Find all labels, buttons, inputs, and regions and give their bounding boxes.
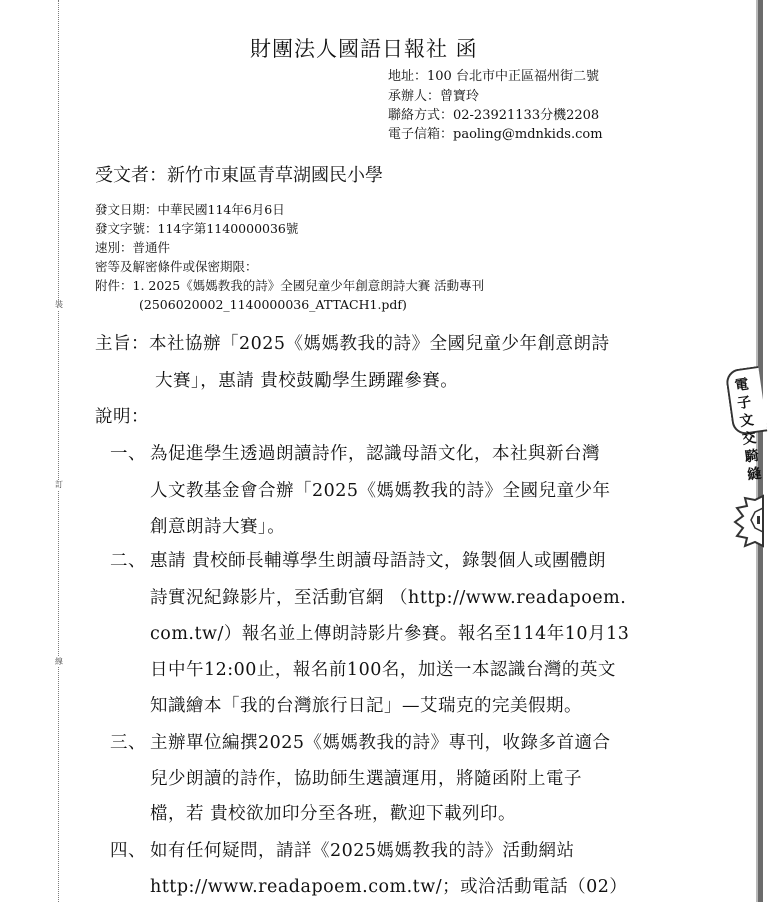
item-1-line: 人文教基金會合辦「2025《媽媽教我的詩》全國兒童少年	[150, 481, 611, 501]
item-1-number: 一、	[110, 444, 146, 464]
attachment-line: 附件：1. 2025《媽媽教我的詩》全國兒童少年創意朗詩大賽 活動專刊	[95, 278, 485, 293]
issue-date: 發文日期：中華民國114年6月6日	[95, 202, 285, 217]
sender-phone: 聯絡方式：02-23921133分機2208	[388, 108, 600, 123]
seal-stamp-icon	[733, 492, 763, 548]
item-1-line: 為促進學生透過朗讀詩作，認識母語文化，本社與新台灣	[150, 444, 600, 464]
attachment-file-link[interactable]: (2506020002_1140000036_ATTACH1.pdf)	[139, 297, 407, 312]
binding-mark-xian: 線	[55, 657, 63, 666]
item-3-number: 三、	[110, 733, 146, 753]
subject-line-2: 大賽」，惠請 貴校鼓勵學生踴躍參賽。	[155, 371, 459, 391]
binding-mark-zhuang: 裝	[55, 300, 63, 309]
stamp-text: 文交	[738, 412, 758, 448]
item-3-line: 檔，若 貴校欲加印分至各班，歡迎下載列印。	[150, 804, 517, 824]
sender-address: 地址：100 台北市中正區福州街二號	[388, 69, 599, 84]
item-4-line: 如有任何疑問，請詳《2025媽媽教我的詩》活動網站	[150, 841, 575, 861]
item-3-line: 兒少朗讀的詩作，協助師生選讀運用，將隨函附上電子	[150, 769, 582, 789]
document-number: 發文字號：114字第1140000036號	[95, 221, 299, 236]
item-4-number: 四、	[110, 841, 146, 861]
binding-mark-ding: 訂	[55, 480, 63, 489]
item-2-line: 日中午12:00止，報名前100名，加送一本認識台灣的英文	[150, 660, 616, 680]
sender-handler: 承辦人：曾寶玲	[388, 89, 480, 104]
item-2-number: 二、	[110, 551, 146, 571]
item-1-line: 創意朗詩大賽」。	[150, 517, 286, 537]
sender-email: 電子信箱：paoling@mdnkids.com	[388, 127, 603, 142]
item-4-line: http://www.readapoem.com.tw/；或洽活動電話（02）	[150, 877, 628, 897]
item-2-line: 惠請 貴校師長輔導學生朗讀母語詩文，錄製個人或團體朗	[150, 551, 607, 571]
secrecy-level: 密等及解密條件或保密期限：	[95, 259, 258, 274]
stamp-text: 騎縫	[743, 447, 763, 484]
item-2-line: com.tw/）報名並上傳朗詩影片參賽。報名至114年10月13	[150, 624, 630, 644]
item-2-line: 知識繪本「我的台灣旅行日記」—艾瑞克的完美假期。	[150, 696, 582, 716]
delivery-speed: 速別：普通件	[95, 240, 171, 255]
letter-title: 財團法人國語日報社 函	[250, 37, 478, 61]
subject-line-1: 主旨：本社協辦「2025《媽媽教我的詩》全國兒童少年創意朗詩	[95, 334, 610, 354]
item-3-line: 主辦單位編撰2025《媽媽教我的詩》專刊，收錄多首適合	[150, 733, 611, 753]
recipient: 受文者：新竹市東區青草湖國民小學	[95, 165, 383, 186]
stamp-text: 電子	[733, 376, 753, 413]
explanation-heading: 說明：	[95, 407, 149, 427]
item-2-line: 詩實況紀錄影片，至活動官網 （http://www.readapoem.	[150, 588, 627, 608]
binding-line	[58, 0, 59, 902]
